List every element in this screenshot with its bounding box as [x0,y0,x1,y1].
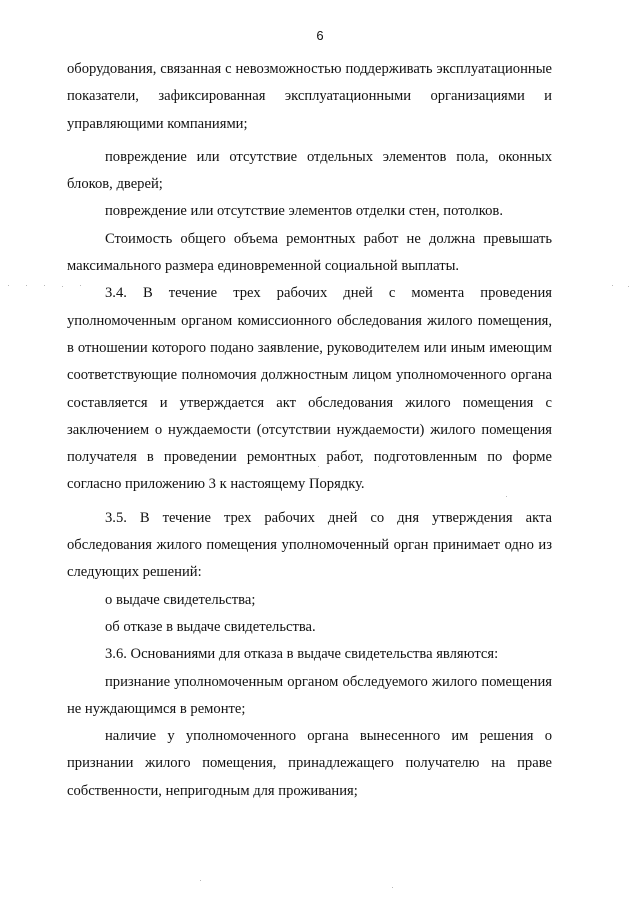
scan-speck [612,285,613,286]
decision-issue: о выдаче свидетельства; [105,591,256,608]
scan-speck [26,285,27,286]
paragraph-cost-limit: Стоимость общего объема ремонтных работ не должна превышать максимального размера единовременной социальной выплаты. [67,230,552,275]
paragraph-wall-finish: повреждение или отсутствие элементов отделки стен, потолков. [105,203,503,220]
refusal-reason-no-repair: признание уполномоченным органом обследуемого жилого помещения не нуждающимся в ремонте; [67,673,552,717]
paragraph-floor-damage: повреждение или отсутствие отдельных элементов пола, оконных блоков, дверей; [67,148,552,193]
decision-refusal: об отказе в выдаче свидетельства. [105,618,316,635]
clause-3-6: 3.6. Основаниями для отказа в выдаче свидетельства являются: [105,646,499,663]
scan-speck [80,285,81,286]
scan-speck [392,887,393,888]
refusal-reason-unfit: наличие у уполномоченного органа вынесенного им решения о признании жилого помещения, принадлежащего получателю на праве собственности, непригодным для проживания; [67,728,552,799]
scan-speck [62,286,63,287]
scan-speck [200,880,201,881]
clause-3-4: 3.4. В течение трех рабочих дней с момента проведения уполномоченным органом комиссионного обследования жилого помещения, в отношении которого подано заявление, руководителем или иным имеющим соответствующие полномочия должностным лицом уполномоченного органа составляется и утверждается акт обследования жилого помещения с заключением о нуждаемости (отсутствии нуждаемости) жилого помещения получателя в проведении ремонтных работ, подготовленным по форме согласно приложению 3 к настоящему Порядку. [67,285,552,493]
paragraph-equipment: оборудования, связанная с невозможностью поддерживать эксплуатационные показатели, зафиксированная эксплуатационными организациями и управляющими компаниями; [67,61,552,132]
scan-speck [44,285,45,286]
document-body [67,56,552,805]
scan-speck [318,466,319,467]
scan-speck [628,286,629,287]
scan-speck [8,285,9,286]
clause-3-5: 3.5. В течение трех рабочих дней со дня утверждения акта обследования жилого помещения уполномоченный орган принимает одно из следующих решений: [67,509,552,581]
page-number: 6 [316,28,324,43]
scan-speck [506,496,507,497]
